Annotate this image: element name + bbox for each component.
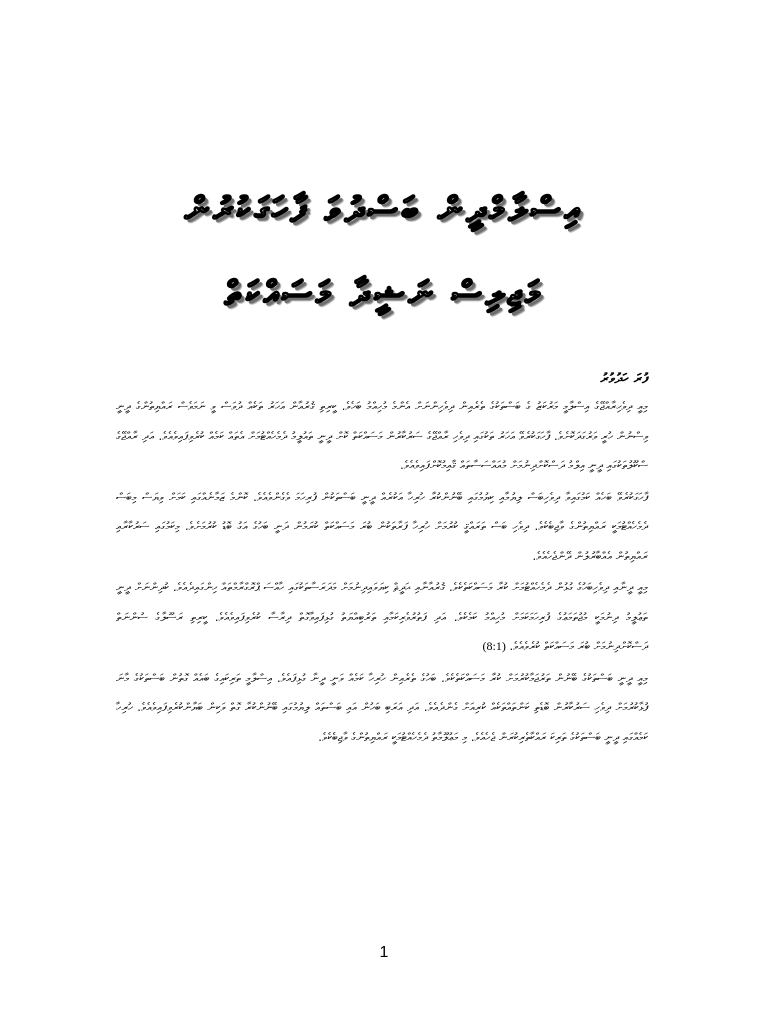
verse-reference: (8:1) [482, 639, 506, 653]
document-body [116, 368, 648, 754]
page-number: 1 [379, 944, 389, 961]
title-line-2: މަޖިލިސް ނަޝީދާ މަސައްކަތް [224, 274, 544, 314]
body-paragraph-3 [116, 573, 648, 662]
body-paragraph-2: ފާހަގަކުރެވޭ ބަހެއް ކަމުގައިވާ ދިވެހިބަސް ލިޔުމާއި ކިޔުމުގައި ބޭނުންކުރާ ހުރިހާ އަކުރެއް ދީނީ ބަސްތަކުން ފުރިހަމަ ވެގެންވެއެވެ. ކޮންމެ ޒަމާނެއްގައި ކަމަށް ވިޔަސް މިބަސް ދެމެހެއްޓުމަކީ ރައްޔިތުންގެ ވާޖިބެކެވެ. ދިވެހި ބަސް ތަރައްޤީ ކުރުމަށް ހުރިހާ ފަރާތަކުން ބުރަ މަސައްކަތް ކުރަމުން ދަނީ ބަހުގެ އަގު ބޮޑު ކުރުމަށެވެ. މިކަމުގައި ސަރުކާރާއި ރައްޔިތުން އެއްބާރުލުން ދޭންޖެހެއެވެ. [116, 489, 648, 563]
section-heading: ފުރަ ހަދުވުރު [600, 371, 648, 387]
body-paragraph-4: މިއީ ދީނީ ބަސްތަކުގެ ބޭނުން ތަރުޖަމާކުރުމަށް ކުރާ މަސައްކަތެކެވެ. ބަހުގެ ތެރެއިން ހުރިހާ ކަމެއް ވަނީ ދީނާ ގުޅިފައެވެ. އިސްލާމީ ތަރިކައިގެ ބައެއް ގޮތުން ބަސްތަކުގެ މާނަ ފުޅާކުރުމަށް ދިވެހި ސަރުކާރުން ބޮޑެތި ކަންތައްތަކެއް ކުރިއަށް ގެންދެއެވެ. އަދި އަރަބި ބަހުން އައި ބަސްތައް ލިޔުމުގައި ބޭނުންކުރާ ގޮތް ވަކިން ބަޔާންކުރެވިފައިވެއެވެ. ހުރިހާ ކަމެއްގައި ދީނީ ބަސްތަކުގެ ތަރިކަ ރައްކާތެރިކުރަން ޖެހެއެވެ. މި މަޢުލޫމާތު ދެމެހެއްޓުމަކީ ރައްޔިތުންގެ ވާޖިބެކެވެ. [116, 670, 648, 744]
document-title [100, 186, 668, 354]
title-line-1: އިސްލާމްދީން ބަސްދުވަ ފާހަގަކުރުން [184, 190, 584, 230]
body-paragraph-3-text: މިއީ ދީނާއި ދިވެހިބަހުގެ ގުޅުން ދެމެހެއްޓުމަށް ކުރާ މަސައްކަތެކެވެ. ޤުރުއާނާއި ޙަދީޘް ކިޔަވައިދިނުމަށް މަދަރަސާތަކުގައި ހާއްސަ ޕްރޮގްރާމްތައް ހިންގައިދެއެވެ. ކުދިންނަށް ދީނީ ތަޢުލީމު ދިނުމަކީ މުޖުތަމަޢުގެ ފުރިހަމަކަމަށް މުހިއްމު ކަމެކެވެ. އަދި ފަތުރުވެރިކަމާއި ތަރުބިއްޔަތު ގުޅިފައިވާގޮތް ދިރާސާ ކުރެވިފައިވެއެވެ. ކީރިތި ރަސޫލާގެ ސުންނަތް ދަސްކޮށްދިނުމަށް ބުރަ މަސައްކަތް ކުރެވެއެވެ. [116, 580, 648, 653]
body-paragraph-1: މިއީ ދިވެހިރާއްޖޭގެ އިސްލާމީ މަރުކަޒު ގެ ބަސްތަކުގެ ތެރެއިން ދިވެހިންނަށް އެންމެ މުހިއްމު ބަހެވެ. ކީރިތި ޤުރުއާން އަހަރު ތަކެއް ދުވަސް ވީ ނަމަވެސް ރައްޔިތުންގެ ދީނީ ވިސްނުން ހުރީ ވަރުގަދަކޮށެވެ. ފާހަގަކުރެވޭ އަހަރު ތަކުގައި ދިވެހި ރާއްޖޭގެ ސަރުކާރުން މަސައްކަތް ކޮށް ދީނީ ތައުލީމު ދެމެހެއްޓުމަށް އެތައް ކަމެއް ކުރެވިފައިވެއެވެ. އަދި ރާއްޖޭގެ ސްކޫލުތަކުގައި ދީނީ އިލްމު ދަސްކޮށްދިނުމަށް މުއައްސަސާތައް ޤާއިމުކޮށްފައިވެއެވެ. [116, 399, 648, 472]
